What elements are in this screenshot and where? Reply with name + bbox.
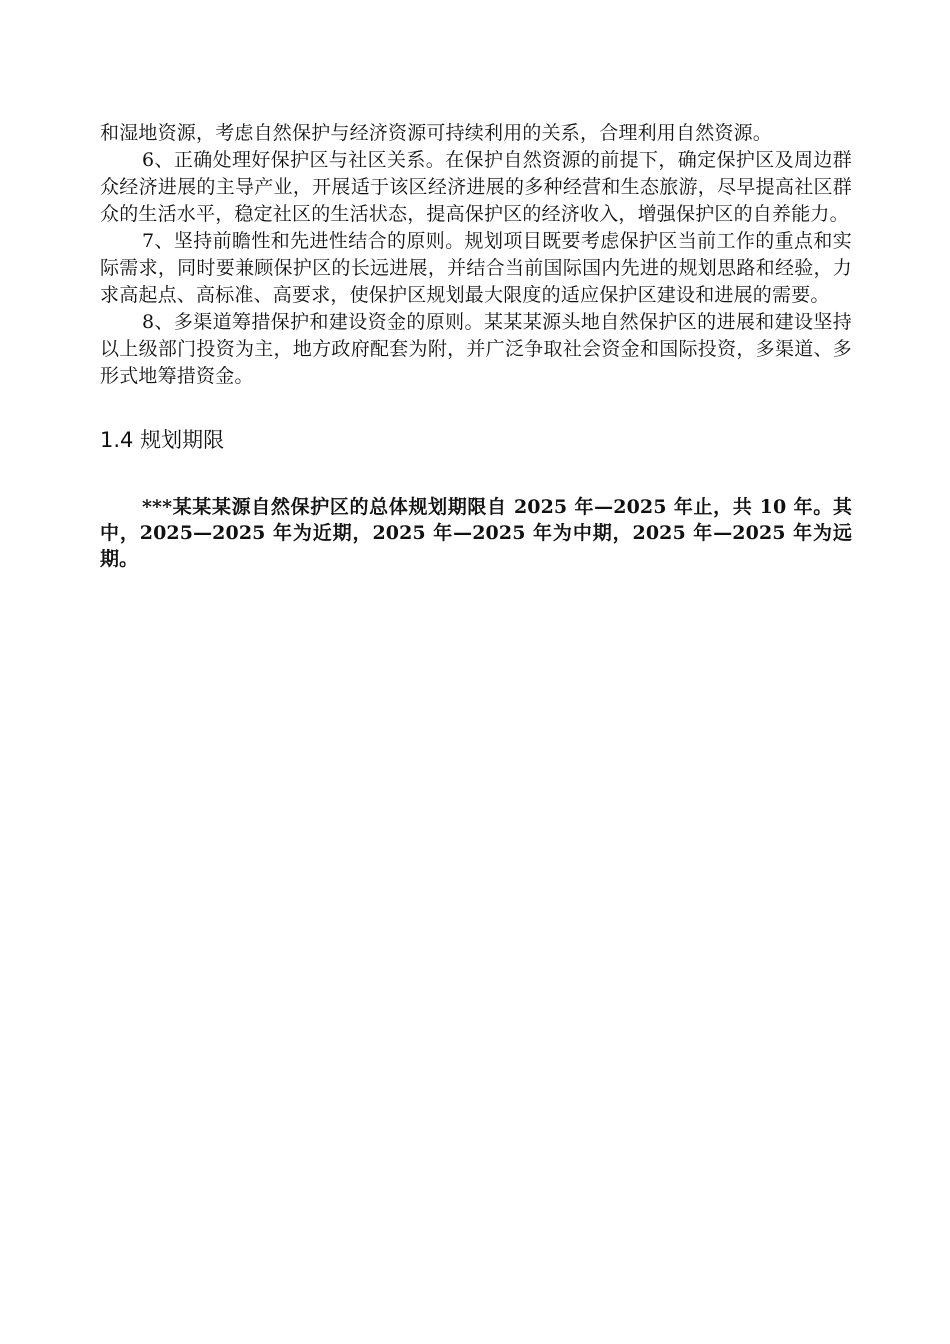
document-content — [100, 120, 852, 572]
paragraph-item-8: 8、多渠道筹措保护和建设资金的原则。某某某源头地自然保护区的进展和建设坚持以上级部门投资为主，地方政府配套为附，并广泛争取社会资金和国际投资，多渠道、多形式地筹措资金。 — [100, 311, 852, 387]
section-heading: 1.4 规划期限 — [100, 428, 225, 452]
paragraph-item-7: 7、坚持前瞻性和先进性结合的原则。规划项目既要考虑保护区当前工作的重点和实际需求，同时要兼顾保护区的长远进展，并结合当前国际国内先进的规划思路和经验，力求高起点、高标准、高要求，使保护区规划最大限度的适应保护区建设和进展的需要。 — [100, 230, 852, 306]
paragraph-continuation: 和湿地资源，考虑自然保护与经济资源可持续利用的关系，合理利用自然资源。 — [100, 122, 773, 144]
paragraph-item-6: 6、正确处理好保护区与社区关系。在保护自然资源的前提下，确定保护区及周边群众经济进展的主导产业，开展适于该区经济进展的多种经营和生态旅游，尽早提高社区群众的生活水平，稳定社区的生活状态，提高保护区的经济收入，增强保护区的自养能力。 — [100, 149, 852, 225]
section-body-bold: ***某某某源自然保护区的总体规划期限自 2025 年—2025 年止，共 10 年。其中，2025—2025 年为近期，2025 年—2025 年为中期，2025 年—2025 年为远期。 — [100, 496, 852, 570]
